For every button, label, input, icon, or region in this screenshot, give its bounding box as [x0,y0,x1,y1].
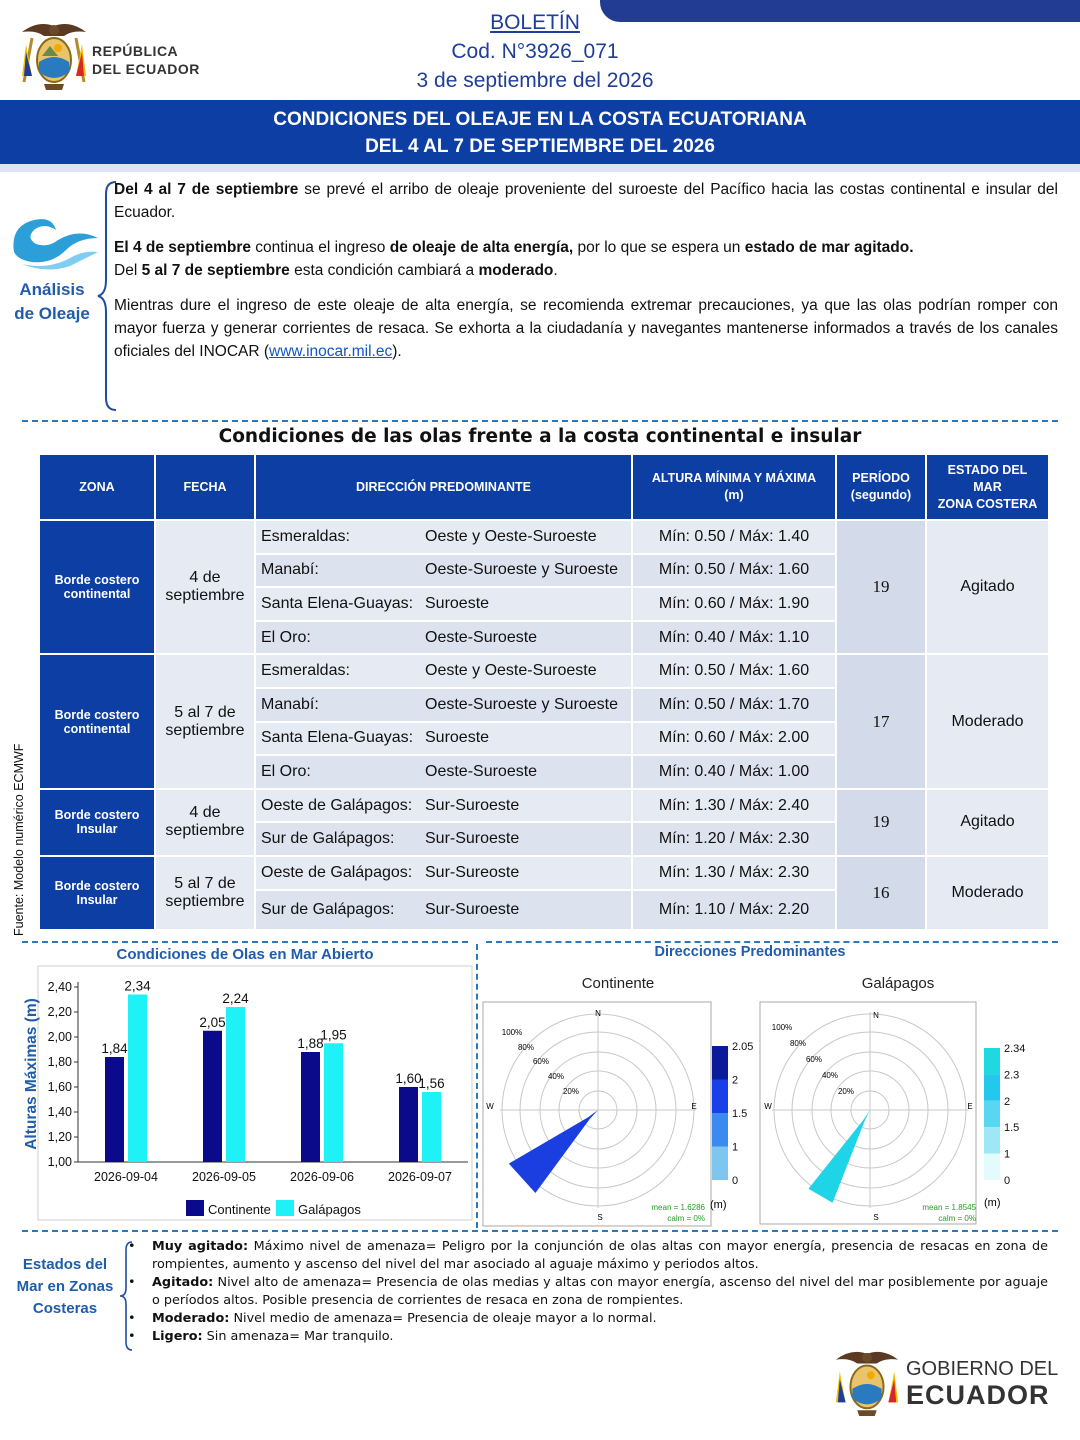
bar-value-label: 1,60 [395,1071,422,1086]
col-header-altura-l2: (m) [724,488,744,502]
zone-line-2: continental [63,587,131,602]
col-header-altura [633,455,835,519]
x-tick-label: 2026-09-04 [94,1170,158,1184]
colorbar-tick-label: 2.34 [1004,1043,1026,1055]
direction-value: Oeste-Suroeste [425,762,538,780]
colorbar-tick-label: 2.3 [1004,1069,1020,1082]
analysis-p3-bold-2: moderado [478,262,554,279]
period-cell: 19 [837,790,925,855]
bar-chart-ylabel: Alturas Máximas (m) [23,998,40,1150]
bar-galápagos [226,1007,245,1162]
location-label: Manabí: [261,561,319,579]
zone-line-1: Borde costero [54,808,140,823]
direction-cell [256,857,631,889]
title-banner [0,100,1080,164]
state-description: Sin amenaza= Mar tranquilo. [202,1329,394,1344]
height-cell: Mín: 1.20 / Máx: 2.30 [633,823,835,855]
list-item [128,1238,1048,1274]
rose-galapagos-title: Galápagos [861,975,935,992]
rose-continente-title: Continente [581,975,655,992]
y-tick-label: 2,00 [47,1030,72,1044]
analysis-p3-bold-1: 5 al 7 de septiembre [141,262,290,279]
direction-value: Sur-Suroeste [425,900,520,918]
direction-cell [256,891,631,929]
date-line-2: septiembre [165,822,245,840]
direction-cell [256,823,631,855]
bulletin-code: Cod. N°3926_071 [451,40,619,63]
table-row [40,655,1048,687]
direction-value: Oeste-Suroeste y Suroeste [425,695,618,713]
direction-cell [256,790,631,822]
analysis-p2-bold-2: de oleaje de alta energía, [389,239,574,256]
legend-label-continente: Continente [208,1202,271,1217]
cardinal-w: W [486,1102,494,1111]
date-cell [156,857,254,929]
zone-line-1: Borde costero [54,707,140,722]
zone-line-1: Borde costero [54,878,140,893]
wave-conditions-table [38,453,1050,931]
section-divider-1 [22,420,1058,422]
location-label: Oeste de Galápagos: [261,796,413,814]
height-cell: Mín: 0.60 / Máx: 2.00 [633,723,835,755]
bulletin-date: 3 de septiembre del 2026 [416,69,654,92]
x-tick-label: 2026-09-06 [290,1170,354,1184]
direction-cell [256,723,631,755]
country-line-2: DEL ECUADOR [92,61,200,77]
ring-label: 40% [821,1071,839,1080]
col-header-periodo-l1: PERÍODO [852,471,910,485]
y-tick-label: 1,20 [47,1130,72,1144]
colorbar-tick-label: 2.05 [732,1041,754,1053]
bar-value-label: 1,56 [418,1076,445,1091]
colorbar-continente-unit: (m) [710,1199,727,1211]
ring-label: 80% [789,1039,807,1048]
col-header-estado-l1: ESTADO DEL [947,462,1028,477]
ring-label: 60% [805,1055,823,1064]
cardinal-n: N [595,1009,601,1018]
colorbar-tick-label: 0 [1004,1175,1011,1187]
cardinal-e: E [967,1102,973,1111]
colorbar-segment [712,1046,728,1080]
zone-cell [40,857,154,929]
bar-continente [105,1057,124,1162]
government-wordmark [906,1358,1058,1411]
zone-line-2: Insular [76,892,118,907]
legend-swatch-continente [186,1200,204,1216]
ring-label: 100% [501,1028,523,1037]
bar-galápagos [422,1092,441,1162]
government-coat-of-arms-icon [832,1344,902,1420]
location-label: Sur de Galápagos: [261,900,395,918]
direction-value: Sur-Sureoste [425,863,520,881]
country-line-1: REPÚBLICA [92,43,179,59]
banner-line-1: CONDICIONES DEL OLEAJE EN LA COSTA ECUATORIANA [273,109,807,130]
table-row [40,857,1048,889]
location-label: Santa Elena-Guayas: [261,729,414,747]
analysis-paragraph-3 [114,259,1058,282]
analysis-paragraph-1 [114,178,1058,224]
banner-line-2: DEL 4 AL 7 DE SEPTIEMBRE DEL 2026 [365,136,715,157]
date-line-2: septiembre [165,892,245,910]
col-header-altura-l1: ALTURA MÍNIMA Y MÁXIMA [651,471,817,485]
states-label-line-3: Costeras [32,1300,98,1317]
cardinal-n: N [873,1011,879,1020]
date-line-1: 4 de [189,804,221,822]
colorbar-segment [712,1147,728,1181]
bar-continente [203,1031,222,1162]
colorbar-tick-label: 2 [1004,1095,1011,1108]
list-item [128,1328,1048,1346]
cardinal-s: S [597,1213,603,1222]
location-label: Oeste de Galápagos: [261,863,413,881]
analysis-paragraph-2 [114,236,1058,259]
y-tick-label: 2,20 [47,1005,72,1019]
y-tick-label: 1,80 [47,1055,72,1069]
zone-cell [40,790,154,855]
colorbar-tick-label: 1.5 [732,1108,748,1120]
direction-cell [256,622,631,654]
col-header-estado [927,455,1048,519]
list-item [128,1274,1048,1310]
colorbar-segment [984,1048,1000,1074]
state-term: Muy agitado: [152,1239,249,1254]
direction-value: Oeste y Oeste-Suroeste [425,662,597,680]
inocar-link[interactable]: www.inocar.mil.ec [269,343,393,360]
zone-line-1: Borde costero [54,573,140,588]
bar-chart [18,962,476,1224]
states-label [10,1254,120,1320]
state-description: Máximo nivel de amenaza= Peligro por la conjunción de olas altas con mayor energía, presencia de resacas en zona de rompientes, aumento y ascenso del nivel del mar asociado al aguaje máximo y periodos altos. [152,1239,1048,1272]
y-tick-label: 1,00 [47,1155,72,1169]
bar-galápagos [324,1043,343,1162]
location-label: Sur de Galápagos: [261,830,395,848]
charts-vertical-divider [476,944,478,1228]
analysis-p2-text-2: por lo que se espera un [573,239,745,256]
bar-value-label: 1,95 [320,1027,347,1043]
section-divider-2a [22,941,468,943]
bar-chart-title: Condiciones de Olas en Mar Abierto [116,946,374,963]
table-row [40,790,1048,822]
col-header-direccion: DIRECCIÓN PREDOMINANTE [256,455,631,519]
location-label: El Oro: [261,628,311,646]
table-title: Condiciones de las olas frente a la costa continental e insular [218,426,862,447]
ecuador-coat-of-arms-icon [18,16,90,94]
sea-state-cell: Moderado [927,857,1048,929]
bar-value-label: 1,88 [297,1036,324,1051]
ring-label: 20% [562,1087,580,1096]
direction-value: Suroeste [425,594,490,612]
analysis-p2-text-1: continua el ingreso [250,239,390,256]
section-divider-3 [22,1230,1058,1232]
colorbar-galapagos-unit: (m) [984,1197,1001,1209]
rose-galapagos-mean: mean = 1.8545 [922,1203,976,1212]
colorbar-segment [984,1127,1000,1153]
sea-state-cell: Moderado [927,655,1048,787]
bar-galápagos [128,995,147,1163]
direction-value: Sur-Suroeste [425,830,520,848]
colorbar-tick-label: 0 [732,1175,739,1187]
colorbar-segment [984,1074,1000,1100]
source-label: Fuente: Modelo numérico ECMWF [12,743,26,936]
rose-continente-calm: calm = 0% [667,1214,705,1223]
height-cell: Mín: 0.50 / Máx: 1.60 [633,555,835,587]
location-label: Esmeraldas: [261,662,350,680]
bar-value-label: 2,24 [222,991,249,1006]
header-accent-band [600,0,1080,22]
analysis-paragraph-4 [114,294,1058,363]
location-label: Manabí: [261,695,319,713]
analysis-p3-text-2: esta condición cambiará a [289,262,479,279]
zone-line-2: continental [63,721,131,736]
height-cell: Mín: 1.10 / Máx: 2.20 [633,891,835,929]
date-line-1: 5 al 7 de [174,703,236,721]
bulletin-label: BOLETÍN [490,11,580,34]
direction-value: Oeste-Suroeste [425,628,538,646]
analysis-body [114,178,1058,375]
direction-value: Sur-Suroeste [425,796,520,814]
col-header-periodo-l2: (segundo) [850,488,912,502]
location-label: Esmeraldas: [261,527,350,545]
ring-label: 100% [771,1023,793,1032]
sea-state-cell: Agitado [927,521,1048,653]
height-cell: Mín: 0.50 / Máx: 1.60 [633,655,835,687]
colorbar-segment [712,1113,728,1147]
bar-value-label: 1,84 [101,1041,128,1056]
colorbar-segment [984,1101,1000,1127]
direction-value: Oeste-Suroeste y Suroeste [425,561,618,579]
height-cell: Mín: 1.30 / Máx: 2.30 [633,857,835,889]
col-header-fecha: FECHA [156,455,254,519]
date-line-1: 5 al 7 de [174,874,236,892]
direction-cell [256,588,631,620]
bar-continente [399,1087,418,1162]
cardinal-w: W [764,1102,772,1111]
height-cell: Mín: 0.40 / Máx: 1.10 [633,622,835,654]
state-description: Nivel medio de amenaza= Presencia de oleaje mayor a lo normal. [229,1311,657,1326]
colorbar-tick-label: 1 [732,1141,739,1154]
height-cell: Mín: 0.50 / Máx: 1.40 [633,521,835,553]
roses-title: Direcciones Predominantes [654,944,846,960]
date-line-2: septiembre [165,587,245,605]
states-label-line-2: Mar en Zonas [16,1278,114,1295]
period-cell: 17 [837,655,925,787]
wind-roses-panel [480,966,1060,1230]
height-cell: Mín: 0.50 / Máx: 1.70 [633,689,835,721]
bar-value-label: 2,34 [124,978,151,994]
legend-swatch-galapagos [276,1200,294,1216]
col-header-estado-l2: MAR [973,479,1002,494]
colorbar-tick-label: 1.5 [1004,1122,1020,1135]
cardinal-s: S [873,1213,879,1222]
ring-label: 40% [547,1072,565,1081]
direction-cell [256,689,631,721]
rose-continente-mean: mean = 1.6286 [651,1203,705,1212]
legend-label-galapagos: Galápagos [298,1202,361,1217]
col-header-estado-l3: ZONA COSTERA [937,496,1038,511]
col-header-periodo [837,455,925,519]
height-cell: Mín: 0.40 / Máx: 1.00 [633,756,835,788]
rose-galapagos-calm: calm = 0% [938,1214,976,1223]
country-name [92,42,200,78]
height-cell: Mín: 0.60 / Máx: 1.90 [633,588,835,620]
gov-line-2: ECUADOR [906,1380,1050,1410]
y-tick-label: 1,60 [47,1080,72,1094]
date-cell [156,655,254,787]
state-description: Nivel alto de amenaza= Presencia de olas medias y altas con mayor energía, ascenso del nivel del mar posiblemente por aguaje o períodos altos. Posible presencia de corrientes de resaca en zona de rompientes. [152,1275,1048,1308]
table-row [40,521,1048,553]
date-cell [156,521,254,653]
states-label-line-1: Estados del [22,1256,108,1273]
x-tick-label: 2026-09-07 [388,1170,452,1184]
direction-cell [256,655,631,687]
analysis-p4-text: Mientras dure el ingreso de este oleaje de alta energía, se recomienda extremar precauciones, ya que las olas podrían romper con mayor fuerza y generar corrientes de resaca. Se exhorta a la ciudadanía y navegantes mantenerse informados a través de los canales oficiales del INOCAR ( [114,297,1058,360]
period-cell: 16 [837,857,925,929]
analysis-p2-bold-1: El 4 de septiembre [114,239,251,256]
zone-cell [40,521,154,653]
banner-shadow [0,164,1080,172]
period-cell: 19 [837,521,925,653]
direction-cell [256,521,631,553]
colorbar-tick-label: 2 [732,1074,739,1087]
location-label: El Oro: [261,762,311,780]
analysis-p3-text-1: Del [114,262,142,279]
direction-value: Oeste y Oeste-Suroeste [425,527,597,545]
colorbar-tick-label: 1 [1004,1148,1011,1161]
date-line-2: septiembre [165,721,245,739]
y-tick-label: 2,40 [47,980,72,994]
analysis-p1-bold: Del 4 al 7 de septiembre [114,181,299,198]
ring-label: 20% [837,1087,855,1096]
analysis-p2-bold-3: estado de mar agitado. [744,239,914,256]
wave-icon [8,212,100,270]
direction-value: Suroeste [425,729,490,747]
list-item [128,1310,1048,1328]
x-tick-label: 2026-09-05 [192,1170,256,1184]
height-cell: Mín: 1.30 / Máx: 2.40 [633,790,835,822]
bar-continente [301,1052,320,1162]
section-divider-2b [486,941,1058,943]
colorbar-segment [712,1080,728,1114]
ring-label: 60% [532,1057,550,1066]
colorbar-continente [712,1041,753,1187]
gov-line-1: GOBIERNO DEL [906,1358,1059,1380]
date-cell [156,790,254,855]
location-label: Santa Elena-Guayas: [261,594,414,612]
y-tick-label: 1,40 [47,1105,72,1119]
ring-label: 80% [517,1043,535,1052]
table-header-row [40,455,1048,519]
analysis-p3-text-3: . [553,262,558,279]
sea-states-list [128,1238,1048,1346]
state-term: Ligero: [152,1329,203,1344]
date-line-1: 4 de [189,569,221,587]
bar-value-label: 2,05 [199,1014,226,1030]
zone-cell [40,655,154,787]
analysis-label-line-2: de Oleaje [14,304,90,323]
cardinal-e: E [691,1102,697,1111]
state-term: Moderado: [152,1311,230,1326]
analysis-p1-text: se prevé el arribo de oleaje proveniente del suroeste del Pacífico hacia las costas continental e insular del Ecuador. [114,181,1058,221]
bulletin-heading [400,8,670,95]
analysis-label-line-1: Análisis [19,280,85,299]
state-term: Agitado: [152,1275,214,1290]
analysis-p4-end: ). [392,343,402,360]
direction-cell [256,756,631,788]
sea-state-cell: Agitado [927,790,1048,855]
colorbar-segment [984,1154,1000,1180]
col-header-zona: ZONA [40,455,154,519]
direction-cell [256,555,631,587]
analysis-label [6,278,98,326]
zone-line-2: Insular [76,822,118,837]
colorbar-galapagos [984,1043,1025,1187]
